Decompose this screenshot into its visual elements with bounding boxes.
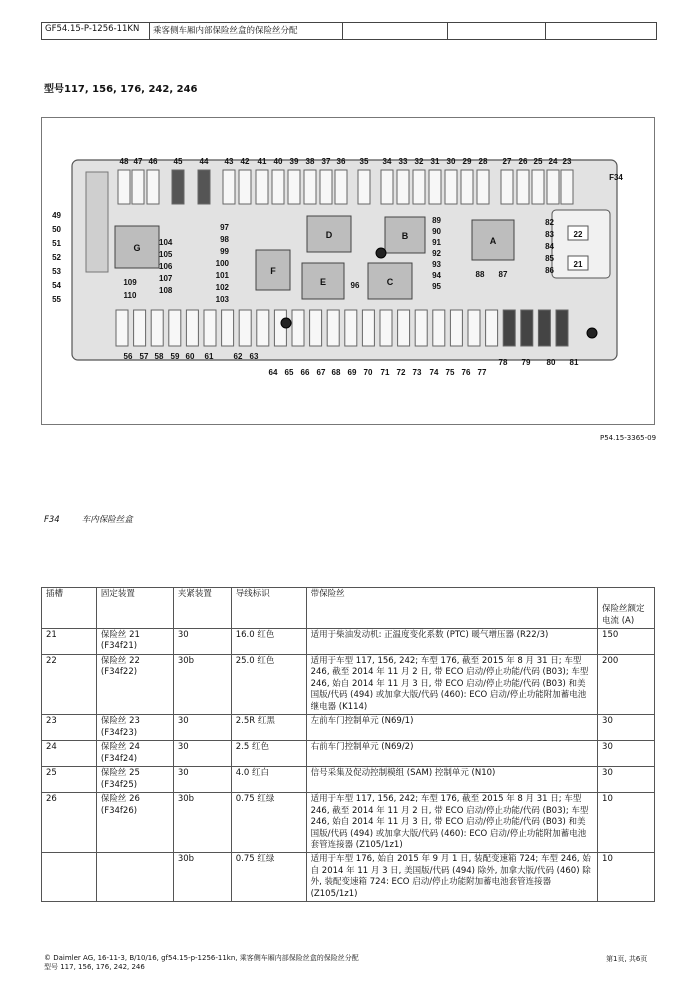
fuse-number-35: 35 — [359, 157, 369, 166]
fuse-slot — [433, 310, 445, 346]
cell-slot: 23 — [42, 715, 97, 741]
col-header-amp: 保险丝额定电流 (A) — [598, 588, 655, 629]
fuse-number-105: 105 — [159, 250, 173, 259]
fuse-slot — [239, 310, 251, 346]
fuse-slot — [538, 310, 550, 346]
fuse-number-23: 23 — [562, 157, 572, 166]
fuse-slot — [256, 170, 268, 204]
fuse-number-101: 101 — [215, 271, 229, 280]
fuse-slot — [503, 310, 515, 346]
cell-clamp: 30b — [173, 793, 231, 853]
fuse-slot — [517, 170, 529, 204]
fuse-number-30: 30 — [446, 157, 456, 166]
document-header — [41, 22, 657, 40]
fuse-number-50: 50 — [52, 225, 61, 234]
fuse-slot — [327, 310, 339, 346]
fuse-slot — [151, 310, 163, 346]
fuse-slot — [358, 170, 370, 204]
fuse-number-54: 54 — [52, 281, 61, 290]
fuse-slot — [204, 310, 216, 346]
fuse-number-32: 32 — [414, 157, 424, 166]
relay-label-F: F — [270, 266, 276, 276]
fuse-slot — [521, 310, 533, 346]
fuse-number-79: 79 — [521, 358, 531, 367]
footer — [44, 954, 359, 973]
fuse-slot — [223, 170, 235, 204]
page-number: 第1页, 共6页 — [606, 955, 648, 963]
fuse-number-96: 96 — [350, 281, 360, 290]
cell-wire: 0.75 红绿 — [231, 793, 306, 853]
cell-fixture: 保险丝 23 (F34f23) — [96, 715, 173, 741]
fuse-slot — [413, 170, 425, 204]
fuse-number-94: 94 — [432, 271, 441, 280]
fuse-number-60: 60 — [185, 352, 195, 361]
fuse-number-43: 43 — [224, 157, 234, 166]
fuse-number-56: 56 — [123, 352, 133, 361]
cell-wire: 2.5 红色 — [231, 741, 306, 767]
cell-fixture: 保险丝 22 (F34f22) — [96, 654, 173, 714]
fuse-number-36: 36 — [336, 157, 346, 166]
fuse-slot — [556, 310, 568, 346]
model-line: 型号117, 156, 176, 242, 246 — [44, 84, 198, 95]
fuse-number-109: 109 — [123, 278, 137, 287]
cell-fused: 信号采集及促动控制模组 (SAM) 控制单元 (N10) — [306, 767, 597, 793]
fuse-number-81: 81 — [569, 358, 579, 367]
fuse-slot — [415, 310, 427, 346]
fuse-number-64: 64 — [268, 368, 278, 377]
fuse-number-104: 104 — [159, 238, 173, 247]
cell-wire: 0.75 红绿 — [231, 853, 306, 902]
fuse-number-55: 55 — [52, 295, 61, 304]
fuse-number-82: 82 — [545, 218, 554, 227]
fuse-number-65: 65 — [284, 368, 294, 377]
fuse-number-34: 34 — [382, 157, 392, 166]
fuse-number-80: 80 — [546, 358, 556, 367]
screw-icon — [281, 318, 291, 328]
fuse-slot — [397, 170, 409, 204]
fuse-number-106: 106 — [159, 262, 173, 271]
fuse-number-61: 61 — [204, 352, 214, 361]
fuse-number-29: 29 — [462, 157, 472, 166]
table-row — [42, 715, 655, 741]
screw-icon — [376, 248, 386, 258]
fuse-number-74: 74 — [429, 368, 439, 377]
cell-fixture: 保险丝 25 (F34f25) — [96, 767, 173, 793]
table-header-row — [42, 588, 655, 629]
fuse-number-68: 68 — [331, 368, 341, 377]
cell-fixture: 保险丝 21 (F34f21) — [96, 629, 173, 655]
fuse-number-98: 98 — [220, 235, 229, 244]
legend-text: 车内保险丝盒 — [81, 515, 133, 525]
col-header-fixture: 固定装置 — [96, 588, 173, 629]
cell-amp: 10 — [598, 793, 655, 853]
relay-label-E: E — [319, 277, 327, 287]
relay-label-C: C — [386, 277, 394, 287]
fuse-number-75: 75 — [445, 368, 455, 377]
fuse-number-72: 72 — [396, 368, 406, 377]
fuse-number-26: 26 — [518, 157, 528, 166]
fuse-number-33: 33 — [398, 157, 408, 166]
fuse-slot — [547, 170, 559, 204]
col-header-wire: 导线标识 — [231, 588, 306, 629]
cell-clamp: 30 — [173, 715, 231, 741]
fuse-slot — [429, 170, 441, 204]
fuse-number-21: 21 — [573, 260, 583, 269]
relay-label-D: D — [325, 230, 333, 240]
fuse-number-57: 57 — [139, 352, 149, 361]
fuse-number-31: 31 — [430, 157, 440, 166]
fuse-number-108: 108 — [159, 286, 173, 295]
fuse-number-48: 48 — [119, 157, 129, 166]
fuse-slot — [169, 310, 181, 346]
fuse-number-41: 41 — [257, 157, 267, 166]
fuse-slot — [186, 310, 198, 346]
fuse-number-46: 46 — [148, 157, 158, 166]
cell-fused: 适用于车型 117, 156, 242; 车型 176, 截至 2015 年 8 月 31 日; 车型 246, 截至 2014 年 11 月 2 日, 带 ECO 启动/停止功能/代码 (B03); 车型 246, 始自 2014 年 11 月 3 日, 带 ECO 启动/停止功能/代码 (B03) 和美国版/代码 (494) 或加拿大版/代码 (460): ECO 启动/停止功能附加蓄电池继电器 (K114) — [306, 654, 597, 714]
fuse-slot — [501, 170, 513, 204]
col-header-slot: 插槽 — [42, 588, 97, 629]
doc-id: GF54.15-P-1256-11KN — [42, 23, 150, 39]
fuse-number-62: 62 — [233, 352, 243, 361]
fuse-number-89: 89 — [432, 216, 441, 225]
fuse-number-103: 103 — [215, 295, 229, 304]
fuse-number-52: 52 — [52, 253, 61, 262]
fuse-number-70: 70 — [363, 368, 373, 377]
fuse-number-39: 39 — [289, 157, 299, 166]
fuse-slot — [292, 310, 304, 346]
fuse-number-67: 67 — [316, 368, 326, 377]
fuse-number-83: 83 — [545, 230, 554, 239]
fuse-number-92: 92 — [432, 249, 441, 258]
cell-wire: 25.0 红色 — [231, 654, 306, 714]
fuse-number-91: 91 — [432, 238, 441, 247]
fuse-slot — [380, 310, 392, 346]
table-row — [42, 853, 655, 902]
fuse-number-51: 51 — [52, 239, 61, 248]
cell-slot: 21 — [42, 629, 97, 655]
header-cell — [546, 23, 656, 39]
cell-fused: 适用于柴油发动机: 正温度变化系数 (PTC) 暖气增压器 (R22/3) — [306, 629, 597, 655]
table-row — [42, 654, 655, 714]
cell-fixture: 保险丝 24 (F34f24) — [96, 741, 173, 767]
cell-clamp: 30 — [173, 629, 231, 655]
fuse-slot — [304, 170, 316, 204]
cell-fused: 右前车门控制单元 (N69/2) — [306, 741, 597, 767]
fuse-slot — [486, 310, 498, 346]
legend — [44, 513, 155, 525]
cell-slot: 24 — [42, 741, 97, 767]
fuse-number-25: 25 — [533, 157, 543, 166]
relay-label-G: G — [133, 243, 141, 253]
fuse-slot — [561, 170, 573, 204]
fuse-slot — [461, 170, 473, 204]
fuse-number-85: 85 — [545, 254, 554, 263]
table-row — [42, 629, 655, 655]
screw-icon — [587, 328, 597, 338]
fuse-slot — [147, 170, 159, 204]
cell-amp: 30 — [598, 741, 655, 767]
cell-wire: 4.0 红白 — [231, 767, 306, 793]
cell-amp: 30 — [598, 715, 655, 741]
cell-wire: 16.0 红色 — [231, 629, 306, 655]
relay-label-B: B — [401, 231, 409, 241]
figure-code: P54.15-3365-09 — [600, 434, 657, 442]
cell-clamp: 30b — [173, 654, 231, 714]
fuse-slot — [272, 170, 284, 204]
fuse-number-63: 63 — [249, 352, 259, 361]
relay-label-A: A — [489, 236, 497, 246]
fuse-slot — [132, 170, 144, 204]
footer-line-1: © Daimler AG, 16-11-3, B/10/16, gf54.15-p-1256-11kn, 乘客侧车厢内部保险丝盒的保险丝分配 — [44, 954, 359, 962]
table-row — [42, 741, 655, 767]
fuse-number-77: 77 — [477, 368, 487, 377]
cell-slot: 22 — [42, 654, 97, 714]
fuse-number-107: 107 — [159, 274, 173, 283]
cell-fused: 适用于车型 176, 始自 2015 年 9 月 1 日, 装配变速箱 724; 车型 246, 始自 2014 年 11 月 3 日, 美国版/代码 (494) 除外, 加拿大版/代码 (460) 除外, 装配变速箱 724: ECO 启动/停止功能附加蓄电池套管连接器 (Z105/1z1) — [306, 853, 597, 902]
f34-label: F34 — [609, 173, 623, 182]
cell-fused: 适用于车型 117, 156, 242; 车型 176, 截至 2015 年 8 月 31 日; 车型 246, 截至 2014 年 11 月 2 日, 带 ECO 启动/停止功能/代码 (B03); 车型 246, 始自 2014 年 11 月 3 日, 带 ECO 启动/停止功能/代码 (B03) 和美国版/代码 (494) 或加拿大版/代码 (460): ECO 启动/停止功能附加蓄电池套管连接器 (Z105/1z1) — [306, 793, 597, 853]
fuse-number-59: 59 — [170, 352, 180, 361]
fuse-number-88: 88 — [475, 270, 485, 279]
cell-amp: 200 — [598, 654, 655, 714]
fuse-number-100: 100 — [215, 259, 229, 268]
header-cell — [343, 23, 448, 39]
footer-line-2: 型号 117, 156, 176, 242, 246 — [44, 963, 145, 972]
fuse-slot — [198, 170, 210, 204]
fuse-number-47: 47 — [133, 157, 143, 166]
table-row — [42, 793, 655, 853]
fuse-box-diagram — [42, 118, 654, 424]
cell-clamp: 30b — [173, 853, 231, 902]
cell-amp: 10 — [598, 853, 655, 902]
fuse-number-73: 73 — [412, 368, 422, 377]
doc-title: 乘客侧车厢内部保险丝盒的保险丝分配 — [150, 23, 343, 39]
fuse-number-71: 71 — [380, 368, 390, 377]
fuse-slot — [222, 310, 234, 346]
header-cell — [448, 23, 546, 39]
cell-fixture: 保险丝 26 (F34f26) — [96, 793, 173, 853]
col-header-fused: 带保险丝 — [306, 588, 597, 629]
fuse-number-97: 97 — [220, 223, 229, 232]
fuse-number-99: 99 — [220, 247, 229, 256]
cell-clamp: 30 — [173, 741, 231, 767]
fuse-number-40: 40 — [273, 157, 283, 166]
fuse-slot — [335, 170, 347, 204]
fuse-number-78: 78 — [498, 358, 508, 367]
fuse-slot — [320, 170, 332, 204]
fuse-number-95: 95 — [432, 282, 441, 291]
col-header-clamp: 夹紧装置 — [173, 588, 231, 629]
fuse-slot — [345, 310, 357, 346]
fuse-slot — [116, 310, 128, 346]
fuse-slot — [134, 310, 146, 346]
fuse-table — [41, 587, 655, 902]
fuse-number-76: 76 — [461, 368, 471, 377]
fuse-slot — [288, 170, 300, 204]
fuse-number-110: 110 — [123, 291, 137, 300]
fuse-number-22: 22 — [573, 230, 583, 239]
table-row — [42, 767, 655, 793]
fuse-slot — [239, 170, 251, 204]
fuse-slot — [477, 170, 489, 204]
fuse-number-24: 24 — [548, 157, 558, 166]
fuse-slot — [257, 310, 269, 346]
cell-fused: 左前车门控制单元 (N69/1) — [306, 715, 597, 741]
fuse-number-90: 90 — [432, 227, 441, 236]
cell-fixture — [96, 853, 173, 902]
fuse-slot — [310, 310, 322, 346]
fuse-slot — [362, 310, 374, 346]
cell-slot: 25 — [42, 767, 97, 793]
fuse-slot — [468, 310, 480, 346]
fuse-number-87: 87 — [498, 270, 508, 279]
cell-slot — [42, 853, 97, 902]
fuse-box-figure — [41, 117, 655, 425]
legend-code: F34 — [44, 515, 60, 525]
left-connector — [86, 172, 108, 272]
fuse-slot — [445, 170, 457, 204]
fuse-slot — [172, 170, 184, 204]
fuse-number-28: 28 — [478, 157, 488, 166]
fuse-slot — [381, 170, 393, 204]
cell-amp: 30 — [598, 767, 655, 793]
fuse-slot — [398, 310, 410, 346]
fuse-slot — [532, 170, 544, 204]
fuse-slot — [118, 170, 130, 204]
fuse-number-53: 53 — [52, 267, 61, 276]
fuse-number-37: 37 — [321, 157, 331, 166]
cell-clamp: 30 — [173, 767, 231, 793]
fuse-number-44: 44 — [199, 157, 209, 166]
fuse-number-66: 66 — [300, 368, 310, 377]
fuse-number-49: 49 — [52, 211, 61, 220]
fuse-number-102: 102 — [215, 283, 229, 292]
fuse-slot — [450, 310, 462, 346]
fuse-number-45: 45 — [173, 157, 183, 166]
cell-amp: 150 — [598, 629, 655, 655]
cell-slot: 26 — [42, 793, 97, 853]
fuse-number-27: 27 — [502, 157, 512, 166]
fuse-number-84: 84 — [545, 242, 554, 251]
fuse-number-69: 69 — [347, 368, 357, 377]
fuse-number-42: 42 — [240, 157, 250, 166]
fuse-number-93: 93 — [432, 260, 441, 269]
fuse-number-38: 38 — [305, 157, 315, 166]
cell-wire: 2.5R 红黑 — [231, 715, 306, 741]
fuse-number-86: 86 — [545, 266, 554, 275]
fuse-number-58: 58 — [154, 352, 164, 361]
